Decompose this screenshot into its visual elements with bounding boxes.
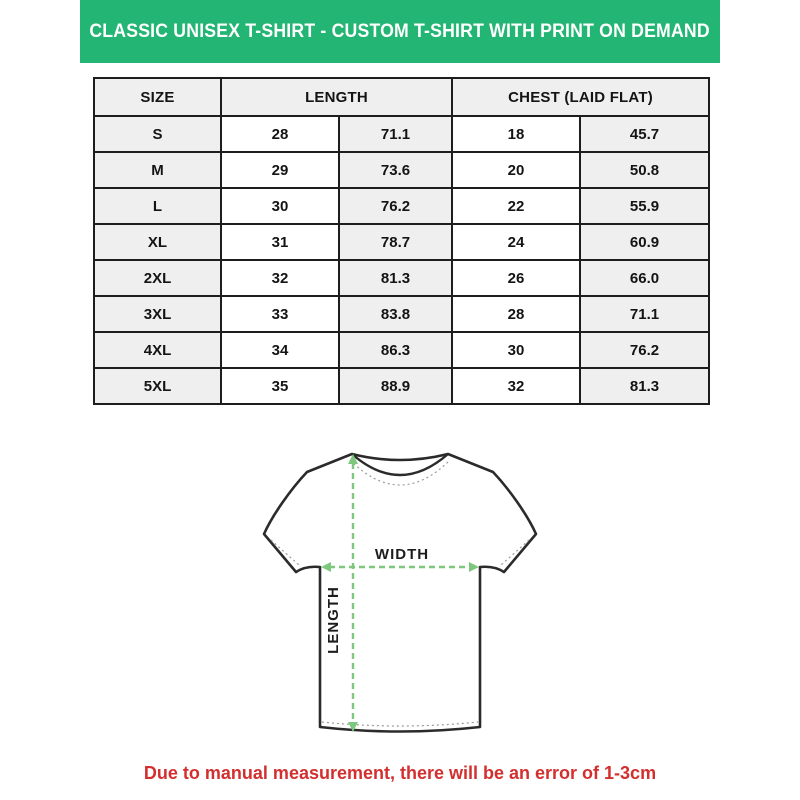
- chest-cm-cell: 50.8: [580, 152, 709, 188]
- chest-cm-cell: 71.1: [580, 296, 709, 332]
- table-row: [94, 116, 709, 152]
- chest-cm-cell: 66.0: [580, 260, 709, 296]
- length-in-cell: 31: [221, 224, 339, 260]
- chest-in-cell: 20: [452, 152, 580, 188]
- length-cm-cell: 71.1: [339, 116, 452, 152]
- header-size: SIZE: [94, 78, 221, 116]
- chest-in-cell: 32: [452, 368, 580, 404]
- chest-in-cell: 18: [452, 116, 580, 152]
- size-cell: XL: [94, 224, 221, 260]
- chest-in-cell: 24: [452, 224, 580, 260]
- header-chest: CHEST (LAID FLAT): [452, 78, 709, 116]
- length-cm-cell: 73.6: [339, 152, 452, 188]
- title-banner: [80, 0, 720, 63]
- size-cell: M: [94, 152, 221, 188]
- size-cell: 2XL: [94, 260, 221, 296]
- chest-cm-cell: 81.3: [580, 368, 709, 404]
- size-chart-table: [93, 77, 710, 405]
- size-cell: S: [94, 116, 221, 152]
- chest-in-cell: 26: [452, 260, 580, 296]
- length-cm-cell: 81.3: [339, 260, 452, 296]
- size-cell: 4XL: [94, 332, 221, 368]
- chest-cm-cell: 45.7: [580, 116, 709, 152]
- chest-cm-cell: 55.9: [580, 188, 709, 224]
- length-cm-cell: 76.2: [339, 188, 452, 224]
- size-cell: 5XL: [94, 368, 221, 404]
- length-in-cell: 33: [221, 296, 339, 332]
- length-in-cell: 34: [221, 332, 339, 368]
- length-in-cell: 28: [221, 116, 339, 152]
- length-cm-cell: 86.3: [339, 332, 452, 368]
- table-row: [94, 152, 709, 188]
- length-in-cell: 29: [221, 152, 339, 188]
- table-row: [94, 224, 709, 260]
- length-cm-cell: 83.8: [339, 296, 452, 332]
- table-row: [94, 296, 709, 332]
- chest-in-cell: 22: [452, 188, 580, 224]
- table-row: [94, 332, 709, 368]
- tshirt-outline-icon: [250, 442, 550, 742]
- header-length: LENGTH: [221, 78, 452, 116]
- tshirt-measurement-diagram: [250, 442, 550, 742]
- width-label: WIDTH: [374, 546, 430, 563]
- chest-in-cell: 28: [452, 296, 580, 332]
- length-cm-cell: 78.7: [339, 224, 452, 260]
- page-title: CLASSIC UNISEX T-SHIRT - CUSTOM T-SHIRT WITH PRINT ON DEMAND: [89, 20, 711, 42]
- table-row: [94, 188, 709, 224]
- size-cell: L: [94, 188, 221, 224]
- chest-in-cell: 30: [452, 332, 580, 368]
- measurement-error-note: Due to manual measurement, there will be an error of 1-3cm: [143, 763, 657, 783]
- table-header-row: [94, 78, 709, 116]
- size-cell: 3XL: [94, 296, 221, 332]
- length-in-cell: 35: [221, 368, 339, 404]
- chest-cm-cell: 60.9: [580, 224, 709, 260]
- chest-cm-cell: 76.2: [580, 332, 709, 368]
- length-in-cell: 32: [221, 260, 339, 296]
- length-cm-cell: 88.9: [339, 368, 452, 404]
- length-label: LENGTH: [325, 586, 342, 654]
- table-row: [94, 368, 709, 404]
- table-row: [94, 260, 709, 296]
- length-in-cell: 30: [221, 188, 339, 224]
